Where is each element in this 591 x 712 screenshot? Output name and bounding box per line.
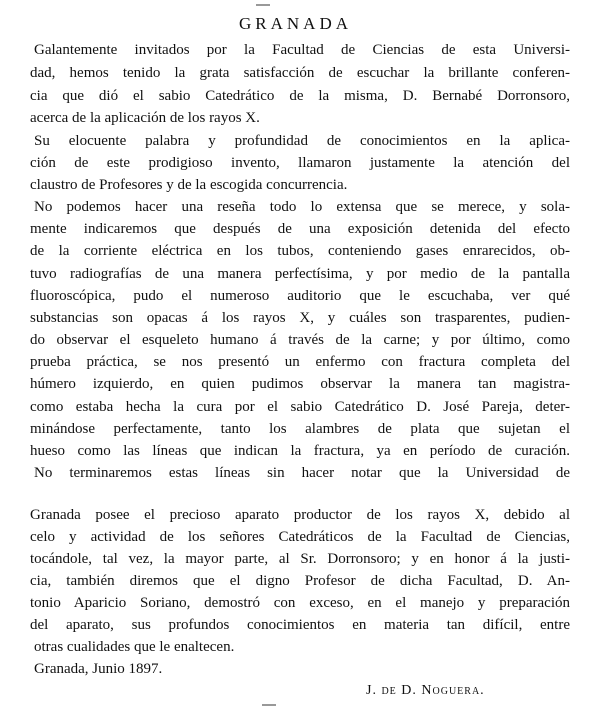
text-line: substancias son opacas á los rayos X, y cuáles son trasparentes, pudien- [30,310,570,326]
text-line: acerca de la aplicación de los rayos X. [30,110,260,126]
page-top-mark [256,4,270,6]
text-line: claustro de Profesores y de la escogida concurrencia. [30,177,348,193]
text-line: Galantemente invitados por la Facultad de Ciencias de esta Universi- [34,42,570,58]
text-line-last-para [34,639,234,656]
text-line: fluoroscópica, pudo el numeroso auditorio que le escuchaba, ver qué [30,288,570,304]
text-line: celo y actividad de los señores Catedráticos de la Facultad de Ciencias, [30,529,570,545]
text-line: Su elocuente palabra y profundidad de conocimientos en la aplica- [34,133,570,149]
text-line: de la corriente eléctrica en los tubos, conteniendo gases enrarecidos, ob- [30,243,570,259]
text-line: hueso como las líneas que indican la fractura, ya en período de curación. [30,443,570,459]
text-line: do observar el esqueleto humano á través de la carne; y por último, como [30,332,570,348]
text-line: No podemos hacer una reseña todo lo extensa que se merece, y sola- [34,199,570,215]
article-title: GRANADA [239,14,352,33]
text-line: No terminaremos estas líneas sin hacer notar que la Universidad de [34,465,570,481]
text-line: tocándole, tal vez, la mayor parte, al Sr. Dorronsoro; y en honor á la justi- [30,551,570,567]
text-line: húmero izquierdo, en quien pudimos observar la manera tan magistra- [30,376,570,392]
text-line: dad, hemos tenido la grata satisfacción de escuchar la brillante conferen- [30,65,570,81]
signature-text: J. de D. Noguera. [366,683,485,698]
text-line: prueba práctica, se nos presentó un enfermo con fractura completa del [30,354,570,370]
text-line: mente indicaremos que después de una exposición detenida del efecto [30,221,570,237]
text-line: del aparato, sus profundos conocimientos en materia tan difícil, entre [30,617,570,633]
text-line: tuvo radiografías de una manera perfectísima, y por medio de la pantalla [30,266,570,282]
text-line: cia, también diremos que el digno Profesor de dicha Facultad, D. An- [30,573,570,589]
text-line: minándose perfectamente, tanto los alambres de plata que sujetan el [30,421,570,437]
text-line: otras cualidades que le enaltecen. [34,639,235,655]
text-line: Granada posee el precioso aparato productor de los rayos X, debido al [30,507,570,523]
author-signature [366,683,485,699]
place-date: Granada, Junio 1897. [34,661,163,677]
text-line: como estaba hecha la cura por el sabio Catedrático D. José Pareja, deter- [30,399,570,415]
text-line: tonio Aparicio Soriano, demostró con exceso, en el manejo y preparación [30,595,570,611]
text-line: cia que dió el sabio Catedrático de la misma, D. Bernabé Dorronsoro, [30,88,570,104]
text-line: ción de este prodigioso invento, llamaron justamente la atención del [30,155,570,171]
page-bottom-mark [262,704,276,706]
